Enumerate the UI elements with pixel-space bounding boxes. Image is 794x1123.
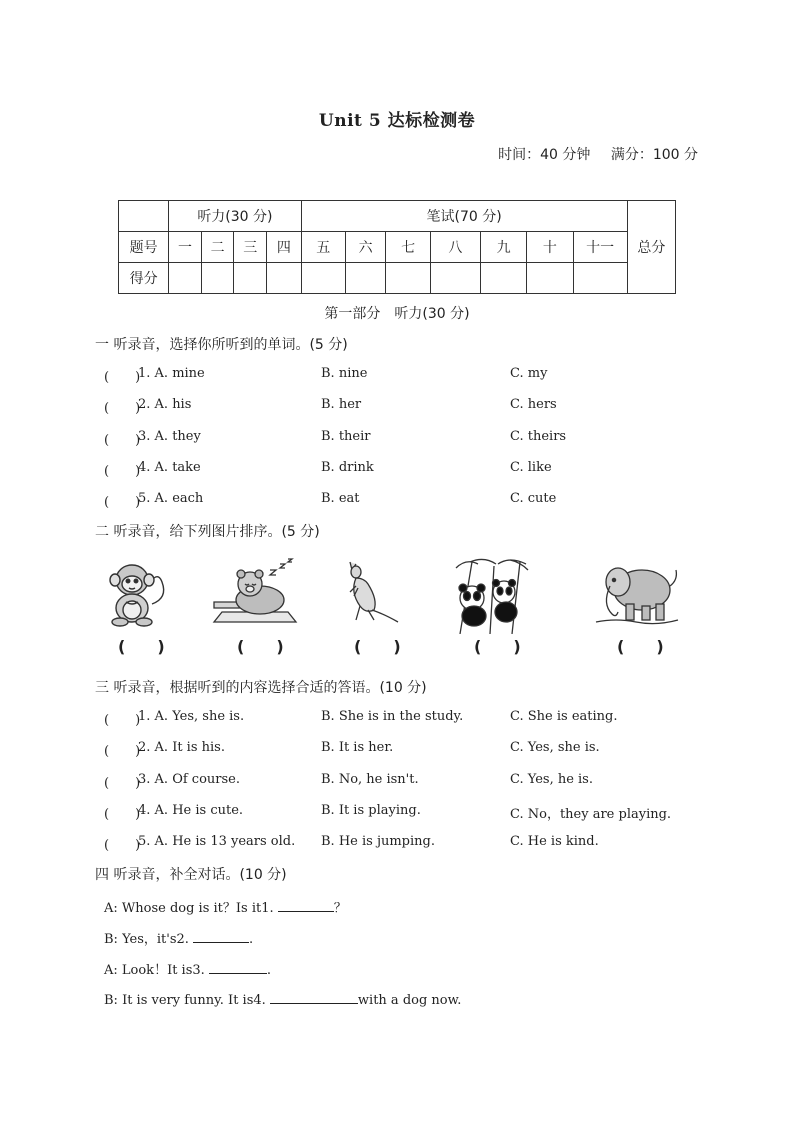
option-b: B. No, he isn't.	[321, 771, 419, 787]
question-number-row	[119, 232, 676, 263]
score-cell[interactable]	[234, 263, 267, 294]
answer-blank[interactable]: ( )	[104, 495, 141, 511]
answer-blank[interactable]: ( )	[104, 370, 141, 385]
listening-header: 听力(30 分)	[169, 201, 301, 232]
row-label-number: 题号	[119, 232, 169, 263]
score-cell[interactable]	[386, 263, 430, 294]
dialogue-text-end: .	[249, 932, 254, 947]
dialogue-text: B: It is very funny. It is4.	[104, 993, 270, 1008]
question-number-cell: 二	[201, 232, 234, 263]
section-3-title: 三 听录音，根据听到的内容选择合适的答语。(10 分)	[95, 680, 427, 696]
option-c: C. Yes, she is.	[510, 740, 600, 756]
question-row	[104, 366, 704, 386]
dialogue-line	[104, 959, 271, 978]
option-c: C. She is eating.	[510, 709, 618, 724]
question-row	[104, 491, 704, 511]
question-number-cell: 十	[527, 232, 573, 263]
fill-in-blank[interactable]	[209, 960, 267, 974]
option-a: 2. A. It is his.	[138, 740, 225, 756]
dialogue-text-end: .	[266, 963, 272, 978]
option-a: 1. A. Yes, she is.	[138, 709, 245, 724]
question-number-cell: 四	[267, 232, 302, 263]
score-cell[interactable]	[527, 263, 573, 294]
option-c: C. my	[510, 366, 548, 381]
option-a: 5. A. He is 13 years old.	[138, 834, 296, 850]
question-row	[104, 772, 704, 792]
option-c: C. cute	[510, 491, 557, 507]
dialogue-line	[104, 897, 347, 916]
option-a: 5. A. each	[138, 491, 204, 507]
section-1-title: 一 听录音，选择你所听到的单词。(5 分)	[95, 337, 348, 353]
option-b: B. their	[321, 428, 371, 444]
option-b: B. drink	[321, 459, 374, 475]
option-b: B. She is in the study.	[321, 709, 464, 724]
option-c: C. He is kind.	[510, 834, 599, 850]
question-number-cell: 八	[430, 232, 480, 263]
dialogue-text-end: with a dog now.	[357, 993, 462, 1008]
option-b: B. It is her.	[321, 740, 394, 756]
dialogue-line	[104, 928, 253, 947]
dialogue-line	[104, 990, 461, 1008]
score-cell[interactable]	[345, 263, 385, 294]
question-row	[104, 460, 704, 480]
kangaroo-picture	[342, 556, 402, 630]
option-b: B. nine	[321, 366, 368, 381]
part-one-title: 第一部分 听力(30 分)	[324, 306, 470, 322]
option-c: C. theirs	[510, 428, 567, 444]
question-row	[104, 397, 704, 417]
answer-blank[interactable]: ( )	[104, 838, 141, 854]
answer-blank[interactable]: ( )	[104, 806, 141, 822]
time-limit: 时间：40 分钟	[498, 147, 591, 163]
score-table	[118, 200, 676, 294]
pandas-picture	[450, 556, 532, 634]
answer-blank[interactable]: ( )	[104, 744, 141, 760]
answer-blank[interactable]: ( )	[104, 775, 141, 791]
question-number-cell: 十一	[573, 232, 627, 263]
picture-2-answer[interactable]: ( )	[237, 637, 284, 656]
dialogue-text-end: ？	[333, 901, 347, 916]
total-header: 总分	[627, 201, 675, 294]
option-c: C. No，they are playing.	[510, 806, 672, 822]
dialogue-text: A: Look！It is3.	[104, 963, 209, 978]
full-score: 满分：100 分	[610, 147, 698, 163]
dialogue-text: B: Yes，it's2.	[104, 932, 194, 947]
answer-blank[interactable]: ( )	[104, 713, 141, 728]
question-number-cell: 三	[234, 232, 267, 263]
option-a: 3. A. they	[138, 428, 201, 444]
picture-3-answer[interactable]: ( )	[354, 637, 401, 656]
answer-blank[interactable]: ( )	[104, 432, 141, 448]
picture-4-answer[interactable]: ( )	[474, 637, 521, 656]
score-table-header	[119, 201, 676, 232]
score-cell[interactable]	[267, 263, 302, 294]
elephant-picture	[592, 556, 682, 630]
fill-in-blank[interactable]	[270, 990, 358, 1004]
writing-header: 笔试(70 分)	[301, 201, 627, 232]
option-c: C. hers	[510, 397, 557, 413]
page-title: Unit 5 达标检测卷	[318, 111, 476, 131]
picture-1-answer[interactable]: ( )	[118, 637, 165, 656]
option-b: B. eat	[321, 491, 360, 507]
option-c: C. like	[510, 459, 552, 475]
blank-cell	[119, 201, 169, 232]
question-number-cell: 六	[345, 232, 385, 263]
question-number-cell: 五	[301, 232, 345, 263]
fill-in-blank[interactable]	[278, 898, 334, 912]
question-number-cell: 九	[480, 232, 526, 263]
score-cell[interactable]	[169, 263, 202, 294]
question-row	[104, 803, 704, 823]
option-a: 4. A. He is cute.	[138, 802, 244, 818]
picture-5-answer[interactable]: ( )	[617, 637, 664, 656]
question-row	[104, 834, 704, 854]
question-number-cell: 七	[386, 232, 430, 263]
score-cell[interactable]	[480, 263, 526, 294]
score-cell[interactable]	[573, 263, 627, 294]
option-a: 4. A. take	[138, 459, 201, 475]
score-row	[119, 263, 676, 294]
dialogue-text: A: Whose dog is it？Is it1.	[104, 901, 278, 916]
section-2-title: 二 听录音，给下列图片排序。(5 分)	[95, 524, 320, 540]
exam-meta	[482, 144, 698, 164]
row-label-score: 得分	[119, 263, 169, 294]
score-cell[interactable]	[430, 263, 480, 294]
score-cell[interactable]	[201, 263, 234, 294]
question-row	[104, 740, 704, 760]
answer-blank[interactable]: ( )	[104, 401, 141, 417]
option-b: B. her	[321, 397, 362, 413]
score-cell[interactable]	[301, 263, 345, 294]
option-b: B. It is playing.	[321, 802, 421, 818]
question-row	[104, 429, 704, 449]
sleeping-bear-picture	[210, 556, 300, 630]
option-a: 1. A. mine	[138, 366, 205, 381]
question-row	[104, 709, 704, 729]
monkey-picture	[102, 556, 170, 630]
section-4-title: 四 听录音，补全对话。(10 分)	[95, 867, 287, 883]
option-c: C. Yes, he is.	[510, 771, 593, 787]
question-number-cell: 一	[169, 232, 202, 263]
answer-blank[interactable]: ( )	[104, 463, 141, 479]
fill-in-blank[interactable]	[193, 929, 249, 943]
option-a: 3. A. Of course.	[138, 771, 240, 787]
option-a: 2. A. his	[138, 397, 192, 413]
option-b: B. He is jumping.	[321, 834, 435, 850]
